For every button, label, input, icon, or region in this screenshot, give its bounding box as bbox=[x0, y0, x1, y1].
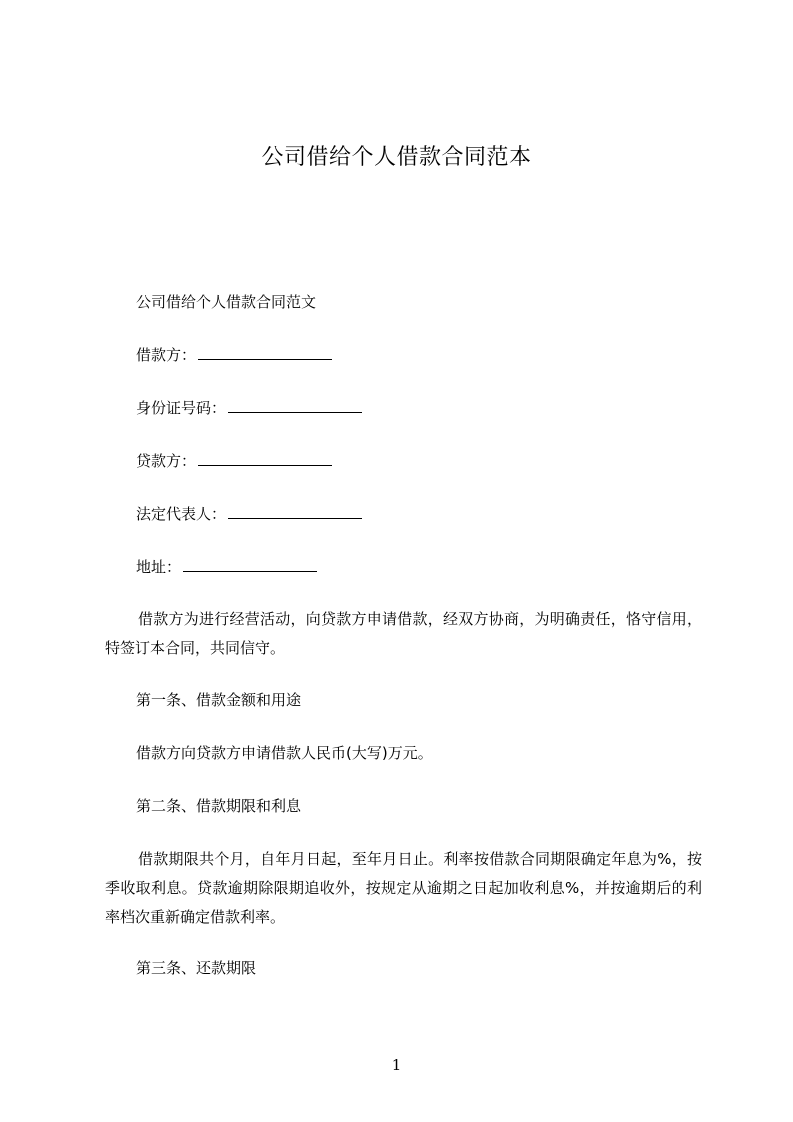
article-3-heading: 第三条、还款期限 bbox=[136, 959, 257, 977]
intro-paragraph: 借款方为进行经营活动，向贷款方申请借款，经双方协商，为明确责任，恪守信用，特签订本合同，共同信守。 bbox=[105, 610, 702, 657]
id-number-label: 身份证号码： bbox=[136, 399, 227, 417]
lender-field bbox=[136, 451, 332, 471]
legal-rep-blank-line bbox=[228, 504, 362, 519]
article-1-heading: 第一条、借款金额和用途 bbox=[136, 691, 302, 709]
borrower-blank-line bbox=[198, 345, 332, 360]
address-field bbox=[136, 557, 317, 577]
legal-rep-label: 法定代表人： bbox=[136, 505, 227, 523]
borrower-label: 借款方： bbox=[136, 346, 197, 364]
article-2-paragraph: 借款期限共个月，自年月日起，至年月日止。利率按借款合同期限确定年息为%，按季收取利息。贷款逾期除限期追收外，按规定从逾期之日起加收利息%，并按逾期后的利率档次重新确定借款利率。 bbox=[105, 850, 702, 926]
article-1-text: 借款方向贷款方申请借款人民币(大写)万元。 bbox=[136, 744, 433, 762]
id-number-blank-line bbox=[228, 398, 362, 413]
borrower-field bbox=[136, 345, 332, 365]
document-title: 公司借给个人借款合同范本 bbox=[261, 145, 532, 170]
page-number: 1 bbox=[391, 1056, 402, 1074]
address-label: 地址： bbox=[136, 558, 182, 576]
legal-rep-field bbox=[136, 504, 362, 524]
article-2-heading: 第二条、借款期限和利息 bbox=[136, 797, 302, 815]
id-number-field bbox=[136, 398, 362, 418]
document-subtitle: 公司借给个人借款合同范文 bbox=[136, 293, 317, 311]
address-blank-line bbox=[183, 557, 317, 572]
lender-label: 贷款方： bbox=[136, 452, 197, 470]
lender-blank-line bbox=[198, 451, 332, 466]
